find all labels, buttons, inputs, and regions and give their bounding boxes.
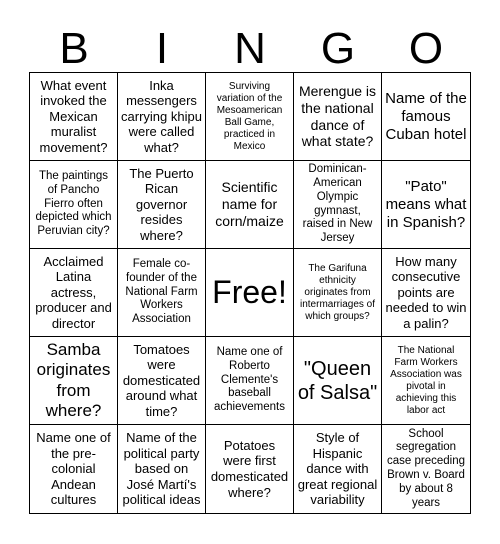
- free-space-cell[interactable]: [206, 249, 294, 337]
- bingo-cell[interactable]: [294, 73, 382, 161]
- bingo-cell[interactable]: [382, 337, 470, 425]
- cell-text: Merengue is the national dance of what state?: [298, 82, 377, 150]
- bingo-cell[interactable]: [206, 161, 294, 249]
- bingo-cell[interactable]: [118, 425, 206, 513]
- bingo-board: [29, 72, 471, 514]
- cell-text: "Queen of Salsa": [297, 357, 378, 404]
- bingo-cell[interactable]: [118, 73, 206, 161]
- cell-text: Inka messengers carrying khipu were called what?: [121, 77, 202, 155]
- bingo-cell[interactable]: [206, 425, 294, 513]
- cell-text: Samba originates from where?: [36, 339, 111, 420]
- bingo-cell[interactable]: [294, 425, 382, 513]
- header-letter-n: N: [234, 24, 266, 73]
- cell-text: Female co-founder of the National Farm Workers Association: [125, 258, 198, 326]
- bingo-cell[interactable]: [294, 337, 382, 425]
- cell-text: What event invoked the Mexican muralist movement?: [39, 77, 108, 155]
- cell-text: The paintings of Pancho Fierro often depicted which Peruvian city?: [35, 170, 112, 238]
- bingo-cell[interactable]: [206, 337, 294, 425]
- bingo-cell[interactable]: [206, 73, 294, 161]
- cell-text: School segregation case preceding Brown v. Board by about 8 years: [387, 427, 465, 509]
- bingo-cell[interactable]: [30, 161, 118, 249]
- bingo-cell[interactable]: [30, 73, 118, 161]
- cell-text: Acclaimed Latina actress, producer and director: [35, 253, 112, 331]
- cell-text: Name one of Roberto Clemente's baseball achievements: [214, 346, 285, 414]
- bingo-header: [30, 26, 470, 72]
- cell-text: Name one of the pre-colonial Andean cultures: [36, 430, 111, 508]
- bingo-cell[interactable]: [382, 425, 470, 513]
- bingo-cell[interactable]: [30, 425, 118, 513]
- cell-text: The Garifuna ethnicity originates from intermarriages of which groups?: [299, 262, 376, 322]
- bingo-cell[interactable]: [30, 337, 118, 425]
- bingo-cell[interactable]: [294, 161, 382, 249]
- cell-text: Style of Hispanic dance with great regional variability: [297, 430, 378, 508]
- bingo-cell[interactable]: [382, 161, 470, 249]
- bingo-cell[interactable]: [118, 337, 206, 425]
- header-letter-g: G: [320, 24, 356, 73]
- bingo-cell[interactable]: [382, 249, 470, 337]
- cell-text: "Pato" means what in Spanish?: [385, 177, 467, 231]
- bingo-cell[interactable]: [118, 249, 206, 337]
- cell-text: Tomatoes were domesticated around what time?: [122, 341, 201, 419]
- cell-text: How many consecutive points are needed to win a palin?: [385, 253, 467, 331]
- cell-text: Potatoes were first domesticated where?: [210, 437, 289, 500]
- bingo-cell[interactable]: [294, 249, 382, 337]
- cell-text: Name of the famous Cuban hotel: [385, 89, 467, 143]
- bingo-cell[interactable]: [382, 73, 470, 161]
- header-letter-o: O: [408, 24, 444, 73]
- header-letter-b: B: [59, 24, 89, 73]
- cell-text: Scientific name for corn/maize: [215, 179, 284, 229]
- cell-text: Surviving variation of the Mesoamerican Ball Game, practiced in Mexico: [216, 80, 283, 152]
- free-space-label: Free!: [212, 274, 287, 311]
- header-letter-i: I: [155, 24, 169, 73]
- cell-text: Name of the political party based on José Martí's political ideas: [122, 430, 201, 508]
- cell-text: The Puerto Rican governor resides where?: [129, 165, 194, 243]
- bingo-cell[interactable]: [118, 161, 206, 249]
- bingo-cell[interactable]: [30, 249, 118, 337]
- cell-text: Dominican-American Olympic gymnast, raised in New Jersey: [302, 163, 373, 245]
- cell-text: The National Farm Workers Association was pivotal in achieving this labor act: [390, 344, 462, 416]
